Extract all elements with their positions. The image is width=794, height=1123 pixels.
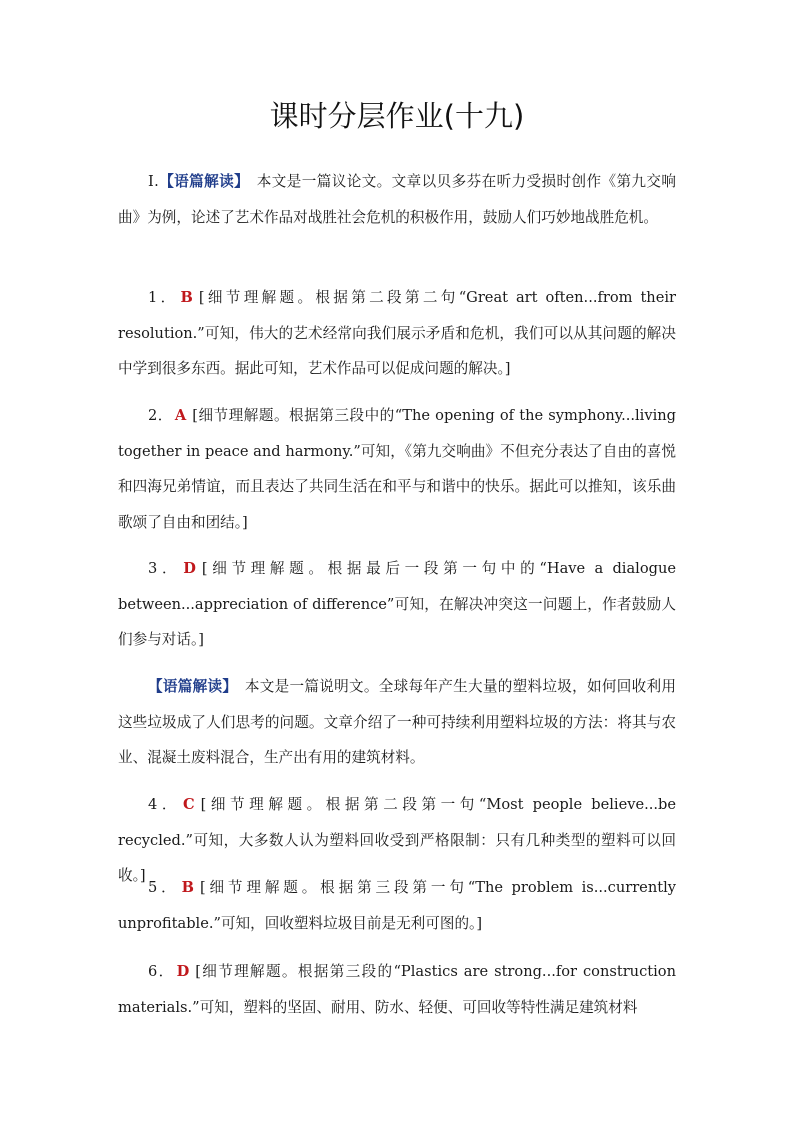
answer-item	[118, 551, 676, 658]
answer-number: 5．	[148, 879, 180, 896]
section-prefix: Ⅰ.	[148, 173, 159, 190]
answer-explanation: [细节理解题。根据第二段第二句“Great art often...from their resolution.”可知，伟大的艺术经常向我们展示矛盾和危机，我们可以从其问题的解决中学到很多东西。据此可知，艺术作品可以促成问题的解决。]	[118, 289, 676, 377]
answer-letter: D	[183, 560, 196, 577]
answer-letter: A	[174, 407, 187, 424]
answer-explanation: [细节理解题。根据第三段中的“The opening of the symphony...living together in peace and harmony.”可知，《第九交响曲》不但充分表达了自由的喜悦和四海兄弟情谊，而且表达了共同生活在和平与和谐中的快乐。据此可以推知，该乐曲歌颂了自由和团结。]	[118, 407, 676, 531]
answer-number: 4．	[148, 796, 181, 813]
answer-item	[118, 870, 676, 941]
passage-tag: 【语篇解读】	[158, 173, 242, 190]
answer-explanation: [细节理解题。根据第三段第一句“The problem is...currently unprofitable.”可知，回收塑料垃圾目前是无利可图的。]	[118, 879, 676, 932]
answer-explanation: [细节理解题。根据最后一段第一句中的“Have a dialogue between...appreciation of difference”可知，在解决冲突这一问题上，作者鼓励人们参与对话。]	[118, 560, 676, 648]
answer-number: 6．	[148, 963, 175, 980]
page-title: 课时分层作业(十九)	[269, 99, 525, 133]
answer-item	[118, 954, 676, 1025]
passage-tag: 【语篇解读】	[148, 678, 230, 695]
answer-explanation: [细节理解题。根据第二段第一句“Most people believe...be recycled.”可知，大多数人认为塑料回收受到严格限制：只有几种类型的塑料可以回收。]	[118, 796, 676, 884]
passage-text: 本文是一篇议论文。文章以贝多芬在听力受损时创作《第九交响曲》为例，论述了艺术作品对战胜社会危机的积极作用，鼓励人们巧妙地战胜危机。	[118, 173, 676, 226]
answer-item	[118, 398, 676, 540]
answer-letter: B	[180, 289, 193, 306]
answer-letter: C	[183, 796, 195, 813]
passage-2-summary	[118, 669, 676, 776]
answer-number: 1．	[148, 289, 179, 306]
passage-text: 本文是一篇说明文。全球每年产生大量的塑料垃圾，如何回收利用这些垃圾成了人们思考的问题。文章介绍了一种可持续利用塑料垃圾的方法：将其与农业、混凝土废料混合，生产出有用的建筑材料。	[118, 678, 676, 766]
answer-item	[118, 280, 676, 387]
answer-number: 2．	[148, 407, 173, 424]
answer-explanation: [细节理解题。根据第三段的“Plastics are strong...for construction materials.”可知，塑料的坚固、耐用、防水、轻便、可回收等特性满足建筑材料	[118, 963, 676, 1016]
answer-number: 3．	[148, 560, 182, 577]
passage-1-summary	[118, 164, 676, 235]
answer-letter: B	[181, 879, 194, 896]
answer-letter: D	[176, 963, 190, 980]
